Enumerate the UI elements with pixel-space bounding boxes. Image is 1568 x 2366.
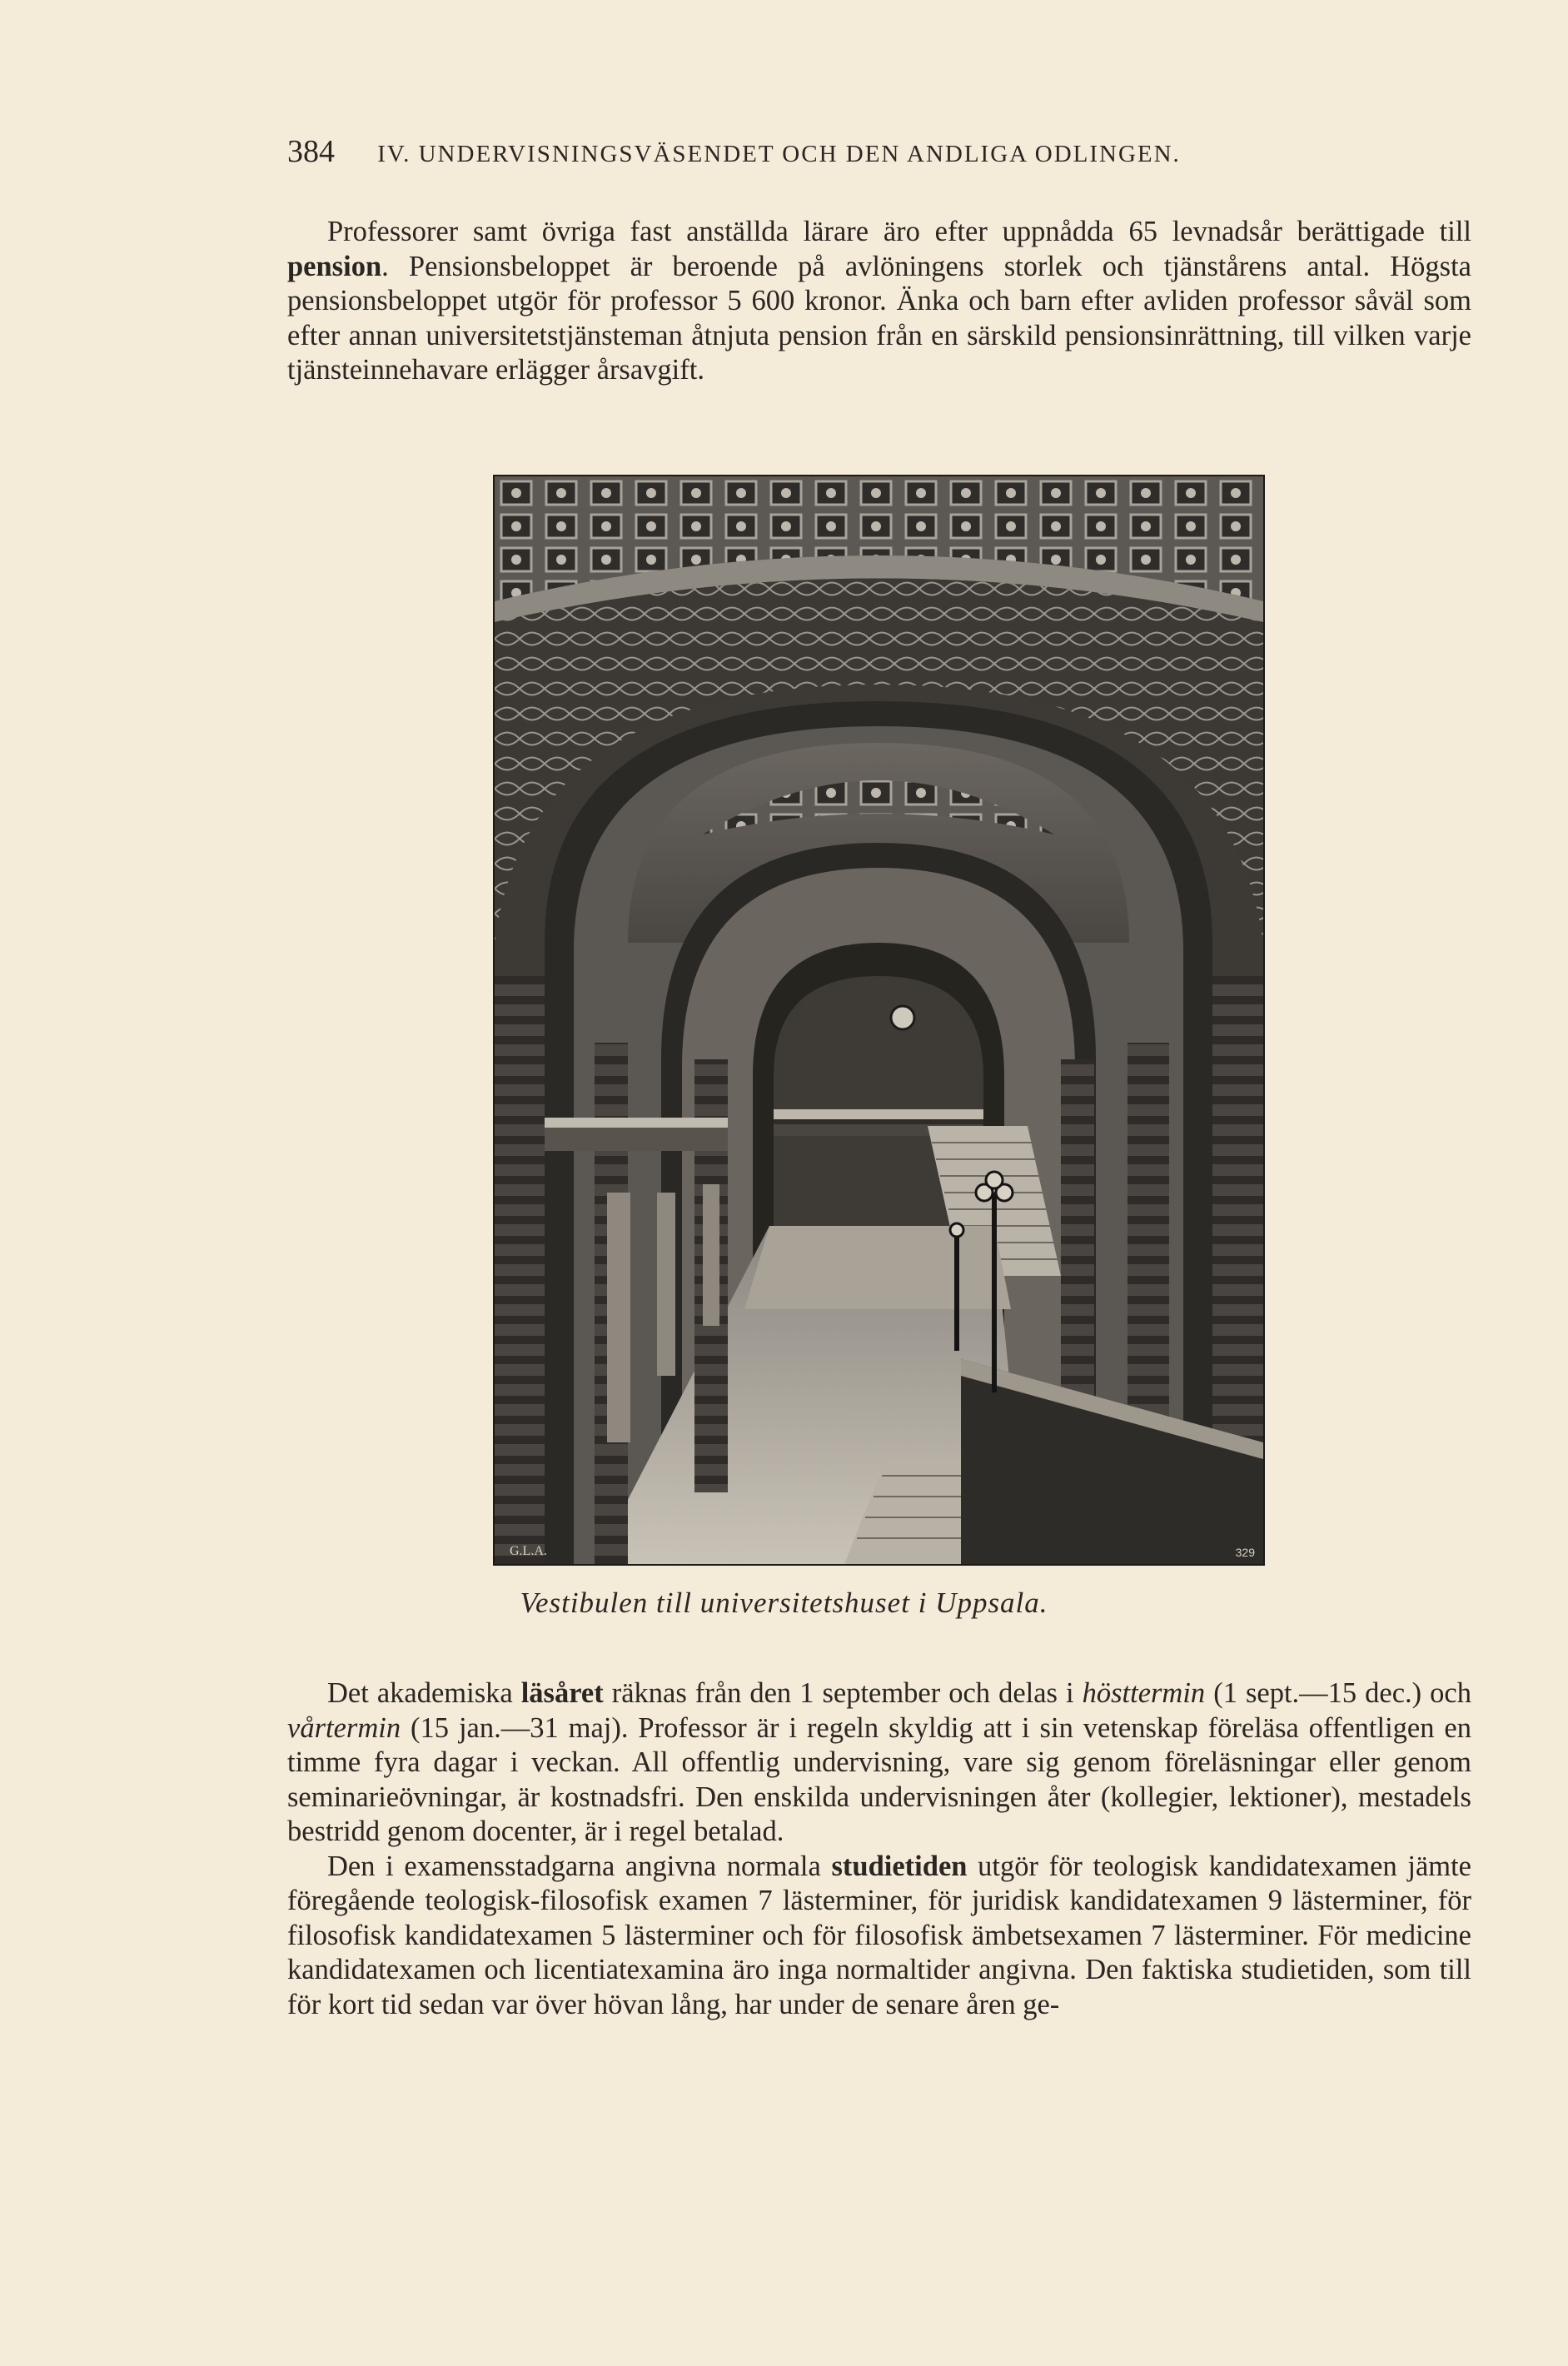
text-run: (15 jan.—31 maj). Professor är i regeln skyldig att i sin vetenskap föreläsa offentligen en timme fyra dagar i veckan. All offentlig undervisning, vare sig genom föreläsningar eller genom seminarieövningar, är kostnadsfri. Den enskilda undervisningen åter (kollegier, lektioner), mestadels bestridd genom docenter, är i regel betalad.	[287, 1711, 1471, 1847]
paragraph-text	[287, 215, 1471, 388]
paragraph-pension	[287, 215, 1471, 388]
text-run: Det akademiska	[327, 1677, 521, 1709]
paragraphs-academic-year	[287, 1676, 1471, 2022]
text-run: utgör för teologisk kandidatexamen jämte föregående teologisk-filosofisk examen 7 lästerminer, för juridisk kandidatexamen 9 lästerminer, för filosofisk kandidatexamen 5 lästerminer och för filosofisk ämbetsexamen 7 lästerminer. För medicine kandidatexamen och licentiatexamina äro inga normaltider angivna. Den faktiska studietiden, som till för kort tid sedan var över hövan lång, har under de senare åren ge-	[287, 1850, 1471, 2020]
paragraph-text	[287, 1850, 1471, 2023]
text-run: räknas från den 1 september och delas i	[603, 1677, 1083, 1709]
vestibule-illustration	[495, 476, 1263, 1564]
bold-term: pension	[287, 250, 382, 282]
engraver-signature: G.L.A.	[510, 1544, 547, 1558]
bold-term: studietiden	[831, 1850, 968, 1882]
italic-term: vårtermin	[287, 1711, 401, 1744]
page-number: 384	[287, 134, 335, 169]
text-run: (1 sept.—15 dec.) och	[1205, 1677, 1471, 1709]
plate-number: 329	[1235, 1546, 1255, 1559]
text-run: Den i examensstadgarna angivna normala	[327, 1850, 832, 1882]
italic-term: hösttermin	[1082, 1677, 1206, 1709]
paragraph-text	[287, 1676, 1471, 1850]
bold-term: läsåret	[520, 1677, 604, 1709]
running-title: IV. UNDERVISNINGSVÄSENDET OCH DEN ANDLIGA ODLINGEN.	[377, 141, 1181, 167]
text-run: Professorer samt övriga fast anställda lärare äro efter uppnådda 65 levnadsår berättigade till	[327, 216, 1471, 247]
figure-caption: Vestibulen till universitetshuset i Uppsala.	[520, 1586, 1048, 1619]
photo-vestibule	[493, 475, 1265, 1566]
running-header	[287, 133, 1328, 170]
text-run: . Pensionsbeloppet är beroende på avlöningens storlek och tjänstårens antal. Högsta pensionsbeloppet utgör för professor 5 600 kronor. Änka och barn efter avliden professor såväl som efter annan universitetstjänsteman åtnjuta pension från en särskild pensionsinrättning, till vilken varje tjänsteinnehavare erlägger årsavgift.	[287, 250, 1471, 386]
